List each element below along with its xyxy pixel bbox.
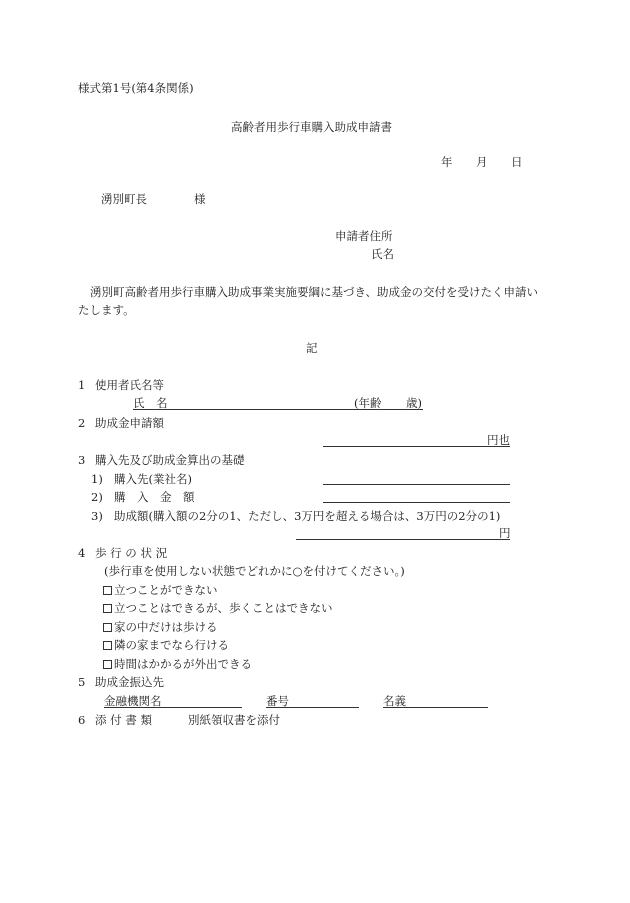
section6-heading: 添 付 書 類 bbox=[95, 713, 152, 727]
account-holder-field[interactable] bbox=[383, 707, 488, 708]
account-number-label: 番号 bbox=[266, 694, 289, 708]
sub2-number: 2) bbox=[91, 490, 103, 504]
section4-number: 4 bbox=[78, 546, 86, 560]
date-year: 年 bbox=[441, 155, 453, 169]
section5-heading: 助成金振込先 bbox=[95, 675, 164, 689]
walking-option-1[interactable]: 立つことができない bbox=[103, 585, 218, 597]
section1-number: 1 bbox=[78, 378, 86, 392]
addressee-honorific: 様 bbox=[194, 192, 206, 206]
walking-option-3[interactable]: 家の中だけは歩ける bbox=[103, 622, 218, 634]
age-close-label: 歳) bbox=[406, 396, 422, 410]
subsidy-amount-label: 助成額(購入額の2分の1、ただし、3万円を超える場合は、3万円の2分の1) bbox=[114, 509, 501, 523]
section6-number: 6 bbox=[78, 713, 86, 727]
walking-option-2[interactable]: 立つことはできるが、歩くことはできない bbox=[103, 603, 333, 615]
checkbox-icon[interactable] bbox=[103, 604, 112, 613]
walking-option-4[interactable]: 隣の家までなら行ける bbox=[103, 640, 229, 652]
section3-number: 3 bbox=[78, 453, 86, 467]
date-month: 月 bbox=[476, 155, 488, 169]
body-text-line2: たします。 bbox=[78, 303, 135, 317]
form-title: 高齢者用歩行車購入助成申請書 bbox=[231, 120, 392, 134]
checkbox-icon[interactable] bbox=[103, 660, 112, 669]
form-number: 様式第1号(第4条関係) bbox=[78, 81, 194, 95]
applicant-address-label: 申請者住所 bbox=[335, 229, 393, 243]
amount-unit: 円也 bbox=[487, 433, 510, 447]
sub3-number: 3) bbox=[91, 509, 103, 523]
bank-name-field[interactable] bbox=[104, 707, 242, 708]
subsidy-amount-field[interactable] bbox=[296, 539, 510, 540]
walking-status-note: (歩行車を使用しない状態でどれかに○を付けてください。) bbox=[104, 564, 405, 578]
checkbox-icon[interactable] bbox=[103, 641, 112, 650]
bank-name-label: 金融機関名 bbox=[104, 694, 162, 708]
addressee-name: 湧別町長 bbox=[101, 192, 147, 206]
section3-heading: 購入先及び助成金算出の基礎 bbox=[95, 453, 245, 467]
account-holder-label: 名義 bbox=[383, 694, 406, 708]
applicant-name-label: 氏名 bbox=[371, 247, 394, 261]
purchase-vendor-field[interactable] bbox=[323, 484, 510, 485]
purchase-amount-field[interactable] bbox=[323, 502, 510, 503]
sub1-number: 1) bbox=[91, 472, 103, 486]
section1-heading: 使用者氏名等 bbox=[95, 378, 164, 392]
application-amount-field[interactable] bbox=[323, 446, 510, 447]
walking-option-5[interactable]: 時間はかかるが外出できる bbox=[103, 659, 252, 671]
user-name-label: 氏 名 bbox=[133, 396, 168, 410]
section2-number: 2 bbox=[78, 416, 86, 430]
checkbox-icon[interactable] bbox=[103, 586, 112, 595]
checkbox-icon[interactable] bbox=[103, 623, 112, 632]
purchase-vendor-label: 購入先(業社名) bbox=[114, 472, 192, 486]
section2-heading: 助成金申請額 bbox=[95, 416, 164, 430]
section5-number: 5 bbox=[78, 675, 86, 689]
account-number-field[interactable] bbox=[266, 707, 359, 708]
age-open-label: (年齢 bbox=[354, 396, 382, 410]
ki-heading: 記 bbox=[306, 341, 318, 355]
section4-heading: 歩 行 の 状 況 bbox=[95, 546, 168, 560]
purchase-amount-label: 購 入 金 額 bbox=[114, 490, 195, 504]
subsidy-amount-unit: 円 bbox=[499, 526, 511, 540]
body-text-line1: 湧別町高齢者用歩行車購入助成事業実施要綱に基づき、助成金の交付を受けたく申請い bbox=[90, 285, 539, 299]
attachment-content: 別紙領収書を添付 bbox=[188, 713, 280, 727]
date-day: 日 bbox=[511, 155, 523, 169]
